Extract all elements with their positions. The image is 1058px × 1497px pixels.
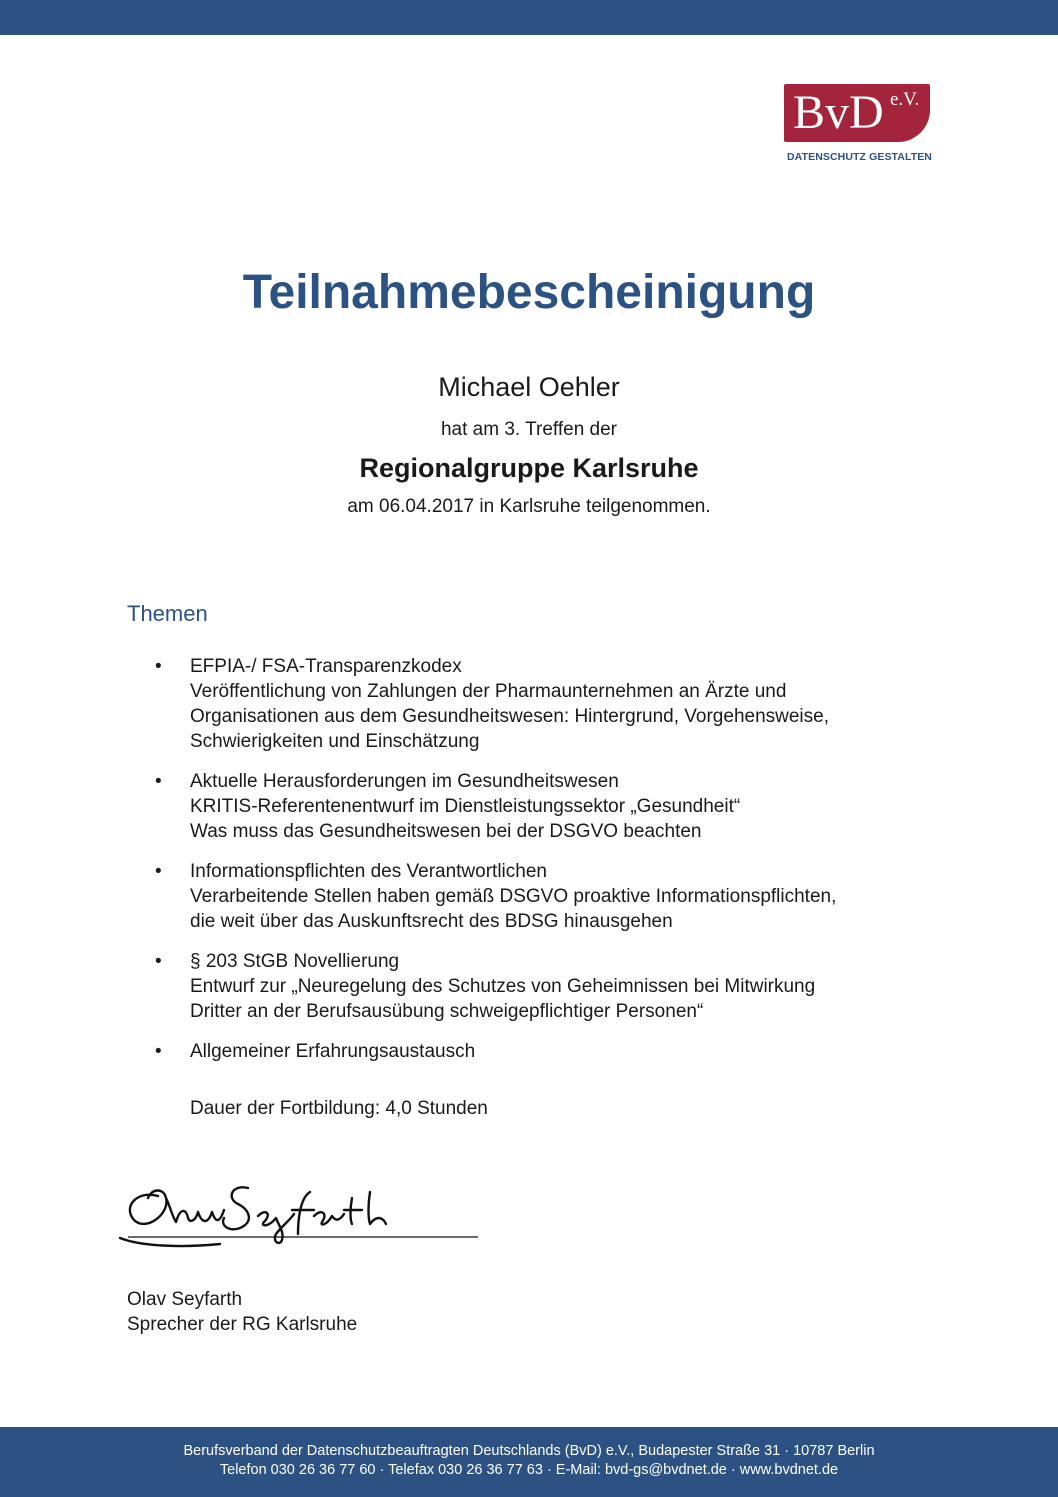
topic-text: Entwurf zur „Neuregelung des Schutzes von Geheimnissen bei Mitwirkung <box>190 976 816 997</box>
topic-item <box>155 1039 955 1064</box>
topic-item <box>155 769 955 844</box>
topic-title: Aktuelle Herausforderungen im Gesundheitswesen <box>190 771 619 792</box>
logo-suffix: e.V. <box>890 89 920 110</box>
topic-title: § 203 StGB Novellierung <box>190 951 400 972</box>
participant-name: Michael Oehler <box>438 372 620 402</box>
signer-name: Olav Seyfarth <box>127 1289 243 1310</box>
bullet-icon: • <box>155 1041 162 1062</box>
logo-text: BvD <box>793 86 884 139</box>
bvd-logo <box>784 84 934 166</box>
footer <box>0 1427 1058 1497</box>
bullet-icon: • <box>155 656 162 677</box>
topics-list <box>155 654 955 1079</box>
topics-heading: Themen <box>127 601 208 626</box>
topic-item <box>155 859 955 934</box>
topic-title: Informationspflichten des Verantwortlichen <box>190 861 547 882</box>
topic-text: KRITIS-Referentenentwurf im Dienstleistungssektor „Gesundheit“ <box>190 796 741 817</box>
topic-text: Schwierigkeiten und Einschätzung <box>190 731 480 752</box>
topic-text: Veröffentlichung von Zahlungen der Pharmaunternehmen an Ärzte und <box>190 681 787 702</box>
topic-item <box>155 949 955 1024</box>
topic-item <box>155 654 955 754</box>
topic-text: Verarbeitende Stellen haben gemäß DSGVO proaktive Informationspflichten, <box>190 886 837 907</box>
intro-text: hat am 3. Treffen der <box>440 419 618 440</box>
signature <box>100 1158 480 1248</box>
footer-address: Berufsverband der Datenschutzbeauftragten Deutschlands (BvD) e.V., Budapester Straße 31 · 10787 Berlin <box>183 1443 875 1459</box>
duration-text: Dauer der Fortbildung: 4,0 Stunden <box>190 1098 488 1119</box>
signer-role: Sprecher der RG Karlsruhe <box>127 1314 358 1335</box>
bullet-icon: • <box>155 861 162 882</box>
topic-text: die weit über das Auskunftsrecht des BDSG hinausgehen <box>190 911 673 932</box>
certificate-title: Teilnahmebescheinigung <box>242 266 816 319</box>
topic-text: Organisationen aus dem Gesundheitswesen: Hintergrund, Vorgehensweise, <box>190 706 829 727</box>
topic-text: Dritter an der Berufsausübung schweigepflichtiger Personen“ <box>190 1001 704 1022</box>
top-bar <box>0 0 1058 35</box>
date-line: am 06.04.2017 in Karlsruhe teilgenommen. <box>347 496 711 517</box>
bullet-icon: • <box>155 771 162 792</box>
topic-text: Was muss das Gesundheitswesen bei der DSGVO beachten <box>190 821 702 842</box>
topic-title: EFPIA-/ FSA-Transparenzkodex <box>190 656 462 677</box>
topic-title: Allgemeiner Erfahrungsaustausch <box>190 1041 476 1062</box>
signer-block <box>127 1287 357 1337</box>
footer-contact: Telefon 030 26 36 77 60 · Telefax 030 26 36 77 63 · E-Mail: bvd-gs@bvdnet.de · www.bvdnet.de <box>219 1462 839 1478</box>
bullet-icon: • <box>155 951 162 972</box>
logo-box <box>784 84 930 142</box>
group-name: Regionalgruppe Karlsruhe <box>359 453 699 483</box>
logo-tagline: DATENSCHUTZ GESTALTEN <box>786 151 932 163</box>
